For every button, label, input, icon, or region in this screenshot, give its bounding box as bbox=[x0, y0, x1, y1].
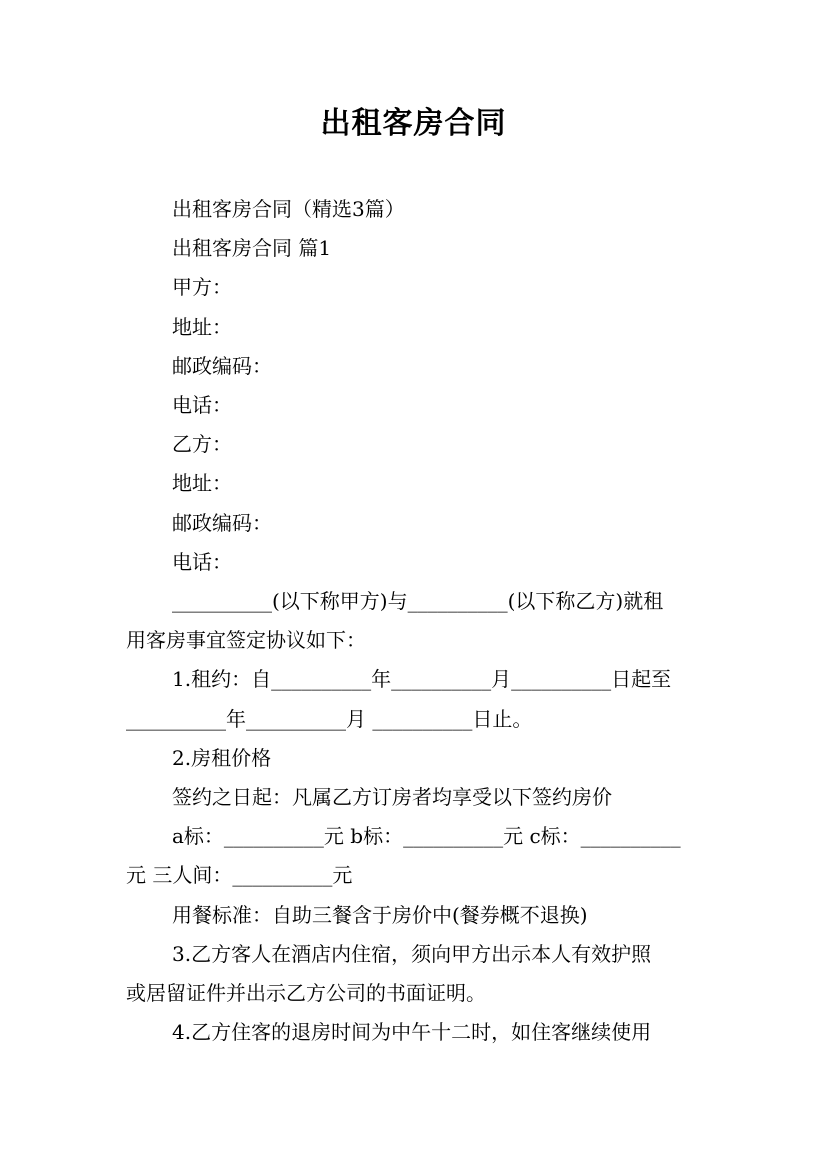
paragraph-price-desc: 签约之日起：凡属乙方订房者均享受以下签约房价 bbox=[172, 785, 612, 810]
document-title: 出租客房合同 bbox=[320, 106, 507, 141]
paragraph-clause3-line2: 或居留证件并出示乙方公司的书面证明。 bbox=[126, 981, 486, 1006]
paragraph-agreement-line1: __________(以下称甲方)与__________(以下称乙方)就租 bbox=[172, 589, 664, 614]
paragraph-term-line1: 1.租约：自__________年__________月__________日起至 bbox=[172, 667, 672, 692]
paragraph-party-b-phone: 电话： bbox=[172, 549, 232, 574]
document-body bbox=[126, 190, 704, 1052]
paragraph-section1-heading: 出租客房合同 篇1 bbox=[172, 236, 332, 261]
paragraph-price-line2: 元 三人间：__________元 bbox=[126, 863, 353, 888]
paragraph-party-b-address: 地址： bbox=[172, 471, 232, 496]
paragraph-agreement-line2: 用客房事宜签定协议如下： bbox=[126, 628, 366, 653]
paragraph-clause3-line1: 3.乙方客人在酒店内住宿，须向甲方出示本人有效护照 bbox=[172, 941, 652, 966]
paragraph-party-b: 乙方： bbox=[172, 432, 232, 457]
paragraph-clause4-line1: 4.乙方住客的退房时间为中午十二时，如住客继续使用 bbox=[172, 1020, 652, 1045]
paragraph-party-a-address: 地址： bbox=[172, 314, 232, 339]
paragraph-party-a: 甲方： bbox=[172, 275, 232, 300]
paragraph-meal-standard: 用餐标准：自助三餐含于房价中(餐券概不退换) bbox=[172, 902, 588, 927]
paragraph-party-a-postcode: 邮政编码： bbox=[172, 353, 272, 378]
paragraph-subtitle: 出租客房合同（精选3篇） bbox=[172, 197, 405, 221]
paragraph-party-b-postcode: 邮政编码： bbox=[172, 510, 272, 535]
paragraph-price-heading: 2.房租价格 bbox=[172, 745, 272, 770]
paragraph-price-line1: a标：__________元 b标：__________元 c标：__________ bbox=[172, 824, 681, 849]
paragraph-term-line2: __________年__________月 __________日止。 bbox=[126, 706, 533, 731]
paragraph-party-a-phone: 电话： bbox=[172, 393, 232, 418]
